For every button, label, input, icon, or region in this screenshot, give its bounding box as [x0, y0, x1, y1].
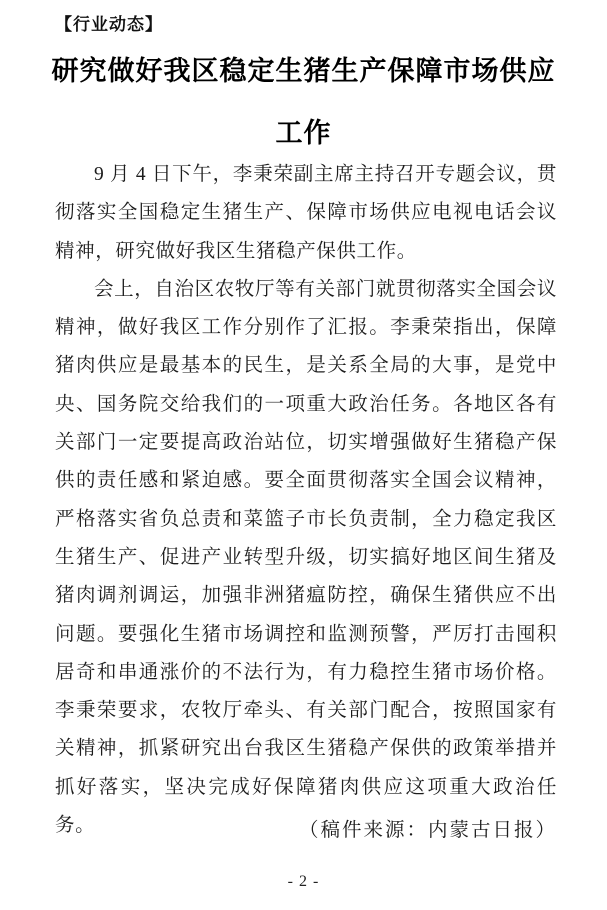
- page-number: - 2 -: [287, 873, 320, 890]
- section-tag: 【行业动态】: [55, 15, 163, 34]
- document-body: [55, 156, 557, 845]
- title-line-1: 研究做好我区稳定生猪生产保障市场供应: [51, 56, 556, 86]
- document-title: [40, 40, 567, 164]
- body-paragraph-2: 会上，自治区农牧厅等有关部门就贯彻落实全国会议精神，做好我区工作分别作了汇报。李秉荣指出，保障猪肉供应是最基本的民生，是关系全局的大事，是党中央、国务院交给我们的一项重大政治任务。各地区各有关部门一定要提高政治站位，切实增强做好生猪稳产保供的责任感和紧迫感。要全面贯彻落实全国会议精神，严格落实省负总责和菜篮子市长负责制，全力稳定我区生猪生产、促进产业转型升级，切实搞好地区间生猪及猪肉调剂调运，加强非洲猪瘟防控，确保生猪供应不出问题。要强化生猪市场调控和监测预警，严厉打击囤积居奇和串通涨价的不法行为，有力稳控生猪市场价格。李秉荣要求，农牧厅牵头、有关部门配合，按照国家有关精神，抓紧研究出台我区生猪稳产保供的政策举措并抓好落实，坚决完成好保障猪肉供应这项重大政治任务。: [55, 278, 557, 837]
- title-line-2: 工作: [275, 118, 332, 148]
- body-paragraph-1: 9 月 4 日下午，李秉荣副主席主持召开专题会议，贯彻落实全国稳定生猪生产、保障市场供应电视电话会议精神，研究做好我区生猪稳产保供工作。: [55, 164, 557, 262]
- source-attribution: （稿件来源：内蒙古日报）: [298, 820, 557, 841]
